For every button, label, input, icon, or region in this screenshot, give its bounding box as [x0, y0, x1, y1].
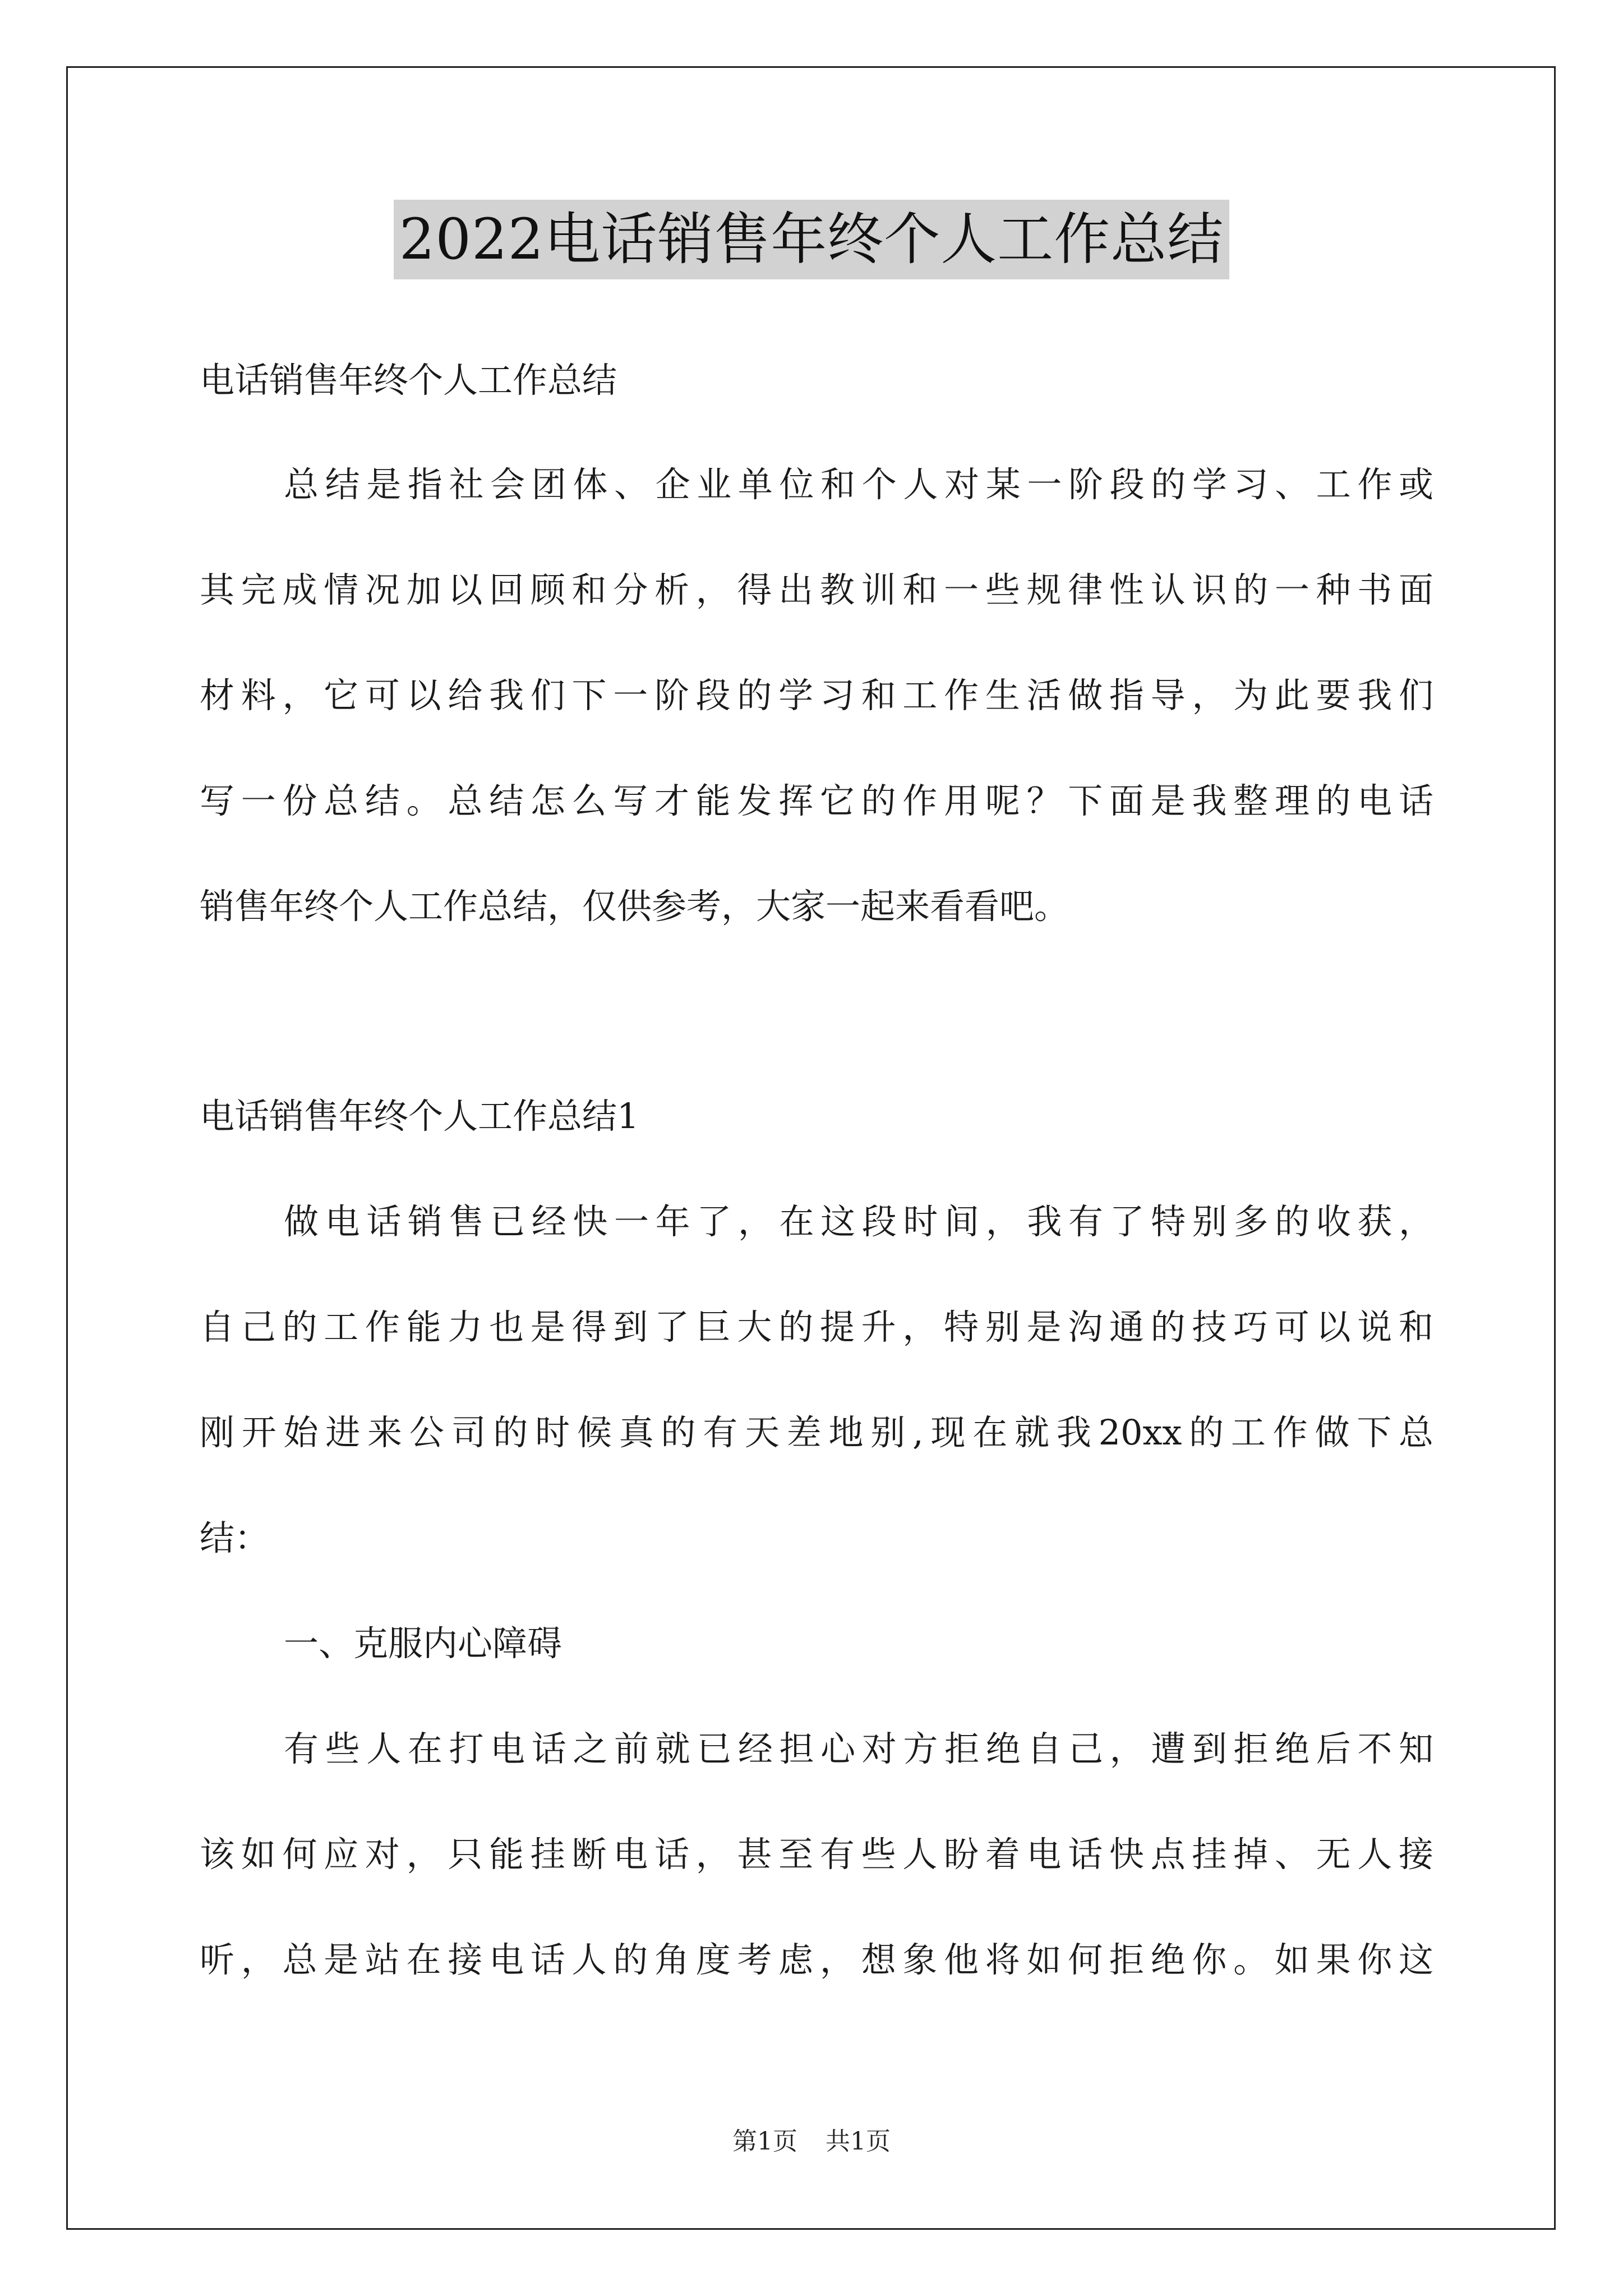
paragraph-line: 总结是指社会团体、企业单位和个人对某一阶段的学习、工作或: [284, 464, 1433, 505]
paragraph-line: 自己的工作能力也是得到了巨大的提升，特别是沟通的技巧可以说和: [200, 1306, 1433, 1347]
paragraph-line: 该如何应对，只能挂断电话，甚至有些人盼着电话快点挂掉、无人接: [200, 1834, 1433, 1875]
paragraph-line: 做电话销售已经快一年了，在这段时间，我有了特别多的收获，: [284, 1201, 1433, 1242]
paragraph-line: 有些人在打电话之前就已经担心对方拒绝自己，遭到拒绝后不知: [284, 1728, 1433, 1769]
paragraph-line: 写一份总结。总结怎么写才能发挥它的作用呢？下面是我整理的电话: [200, 780, 1433, 821]
paragraph-line: 销售年终个人工作总结，仅供参考，大家一起来看看吧。: [200, 886, 1069, 927]
document-title: 2022电话销售年终个人工作总结: [394, 200, 1230, 279]
page-footer: [0, 2126, 1623, 2157]
title-container: [0, 200, 1623, 279]
subsection-heading: 一、克服内心障碍: [284, 1623, 562, 1664]
paragraph-line: 材料，它可以给我们下一阶段的学习和工作生活做指导，为此要我们: [200, 675, 1433, 716]
paragraph-line: 听，总是站在接电话人的角度考虑，想象他将如何拒绝你。如果你这: [200, 1939, 1433, 1980]
section-heading: 电话销售年终个人工作总结: [200, 360, 617, 401]
page-total: 共1页: [826, 2127, 891, 2156]
section-heading: 电话销售年终个人工作总结1: [200, 1096, 639, 1137]
paragraph-line: 其完成情况加以回顾和分析，得出教训和一些规律性认识的一种书面: [200, 569, 1433, 610]
paragraph-line: 刚开始进来公司的时候真的有天差地别,现在就我20xx的工作做下总: [200, 1412, 1433, 1453]
page-number: 第1页: [732, 2127, 797, 2156]
paragraph-line: 结：: [200, 1517, 270, 1558]
